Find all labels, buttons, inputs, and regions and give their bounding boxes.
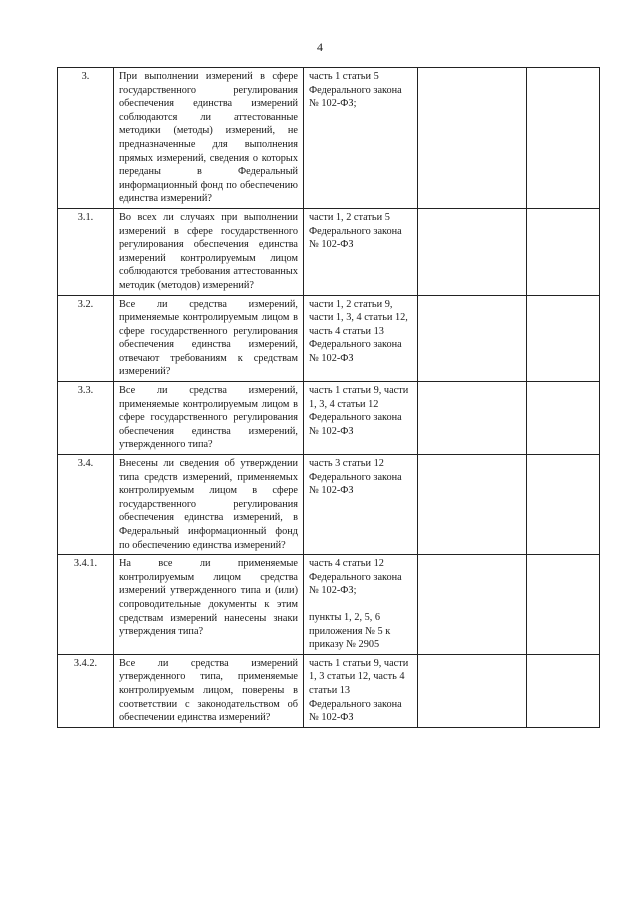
row-legal-reference <box>304 68 418 209</box>
row-number: 3.4. <box>58 455 114 555</box>
row-note-cell <box>527 654 600 727</box>
row-question <box>114 208 304 295</box>
question-text: Внесены ли сведения об утверждении типа средств измерений, применяемых контролируемым лицом в сфере государственного регулирования обеспечения единства измерений, в Федеральный информационный фонд по обеспечению единства измерений? <box>119 458 298 551</box>
table-row <box>58 208 600 295</box>
row-number: 3.4.2. <box>58 654 114 727</box>
reference-text: часть 1 статьи 9, части 1, 3, 4 статьи 12 Федерального закона № 102-ФЗ <box>309 385 409 437</box>
row-question <box>114 68 304 209</box>
reference-text: часть 3 статьи 12 Федерального закона № 102-ФЗ <box>309 458 402 497</box>
row-legal-reference <box>304 455 418 555</box>
question-text: Во всех ли случаях при выполнении измерений в сфере государственного регулирования обеспечения единства измерений контролируемым лицом соблюдаются требования аттестованных методик (методов) измерений? <box>119 211 298 291</box>
row-note-cell <box>527 68 600 209</box>
row-answer-cell <box>418 382 527 455</box>
row-question <box>114 654 304 727</box>
row-legal-reference <box>304 208 418 295</box>
page-number: 4 <box>317 40 323 54</box>
reference-text: часть 1 статьи 9, части 1, 3 статьи 12, часть 4 статьи 13 Федерального закона № 102-ФЗ <box>309 657 409 724</box>
reference-text: часть 4 статьи 12 Федерального закона № 102-ФЗ; <box>309 558 402 597</box>
row-note-cell <box>527 455 600 555</box>
row-number: 3. <box>58 68 114 209</box>
row-note-cell <box>527 208 600 295</box>
row-note-cell <box>527 295 600 382</box>
row-question <box>114 555 304 655</box>
row-answer-cell <box>418 208 527 295</box>
question-text: При выполнении измерений в сфере государственного регулирования обеспечения единства измерений соблюдаются ли аттестованные методики (методы) измерений, не предназначенные для выполнения прямых измерений, сведения о которых переданы в Федеральный информационный фонд по обеспечению единства измерений? <box>119 71 298 205</box>
row-question <box>114 455 304 555</box>
row-answer-cell <box>418 68 527 209</box>
row-legal-reference <box>304 555 418 655</box>
question-text: На все ли применяемые контролируемым лицом средства измерений утвержденного типа и (или) сопроводительные документы к этим средствам измерений нанесены знаки утверждения типа? <box>119 558 298 638</box>
row-question <box>114 382 304 455</box>
row-number: 3.2. <box>58 295 114 382</box>
reference-text: часть 1 статьи 5 Федерального закона № 102-ФЗ; <box>309 71 402 110</box>
reference-text: части 1, 2 статьи 5 Федерального закона № 102-ФЗ <box>309 211 402 251</box>
question-text: Все ли средства измерений утвержденного типа, применяемые контролируемым лицом, поверены в соответствии с законодательством об обеспечении единства измерений? <box>119 657 298 724</box>
reference-text: части 1, 2 статьи 9, части 1, 3, 4 статьи 12, часть 4 статьи 13 Федерального закона № 102-ФЗ <box>309 298 408 364</box>
question-text: Все ли средства измерений, применяемые контролируемым лицом в сфере государственного регулирования обеспечения единства измерений, утвержденного типа? <box>119 385 298 451</box>
question-text: Все ли средства измерений, применяемые контролируемым лицом в сфере государственного регулирования обеспечения единства измерений, отвечают требованиям к средствам измерений? <box>119 298 298 378</box>
table-row <box>58 68 600 209</box>
row-legal-reference <box>304 654 418 727</box>
row-answer-cell <box>418 555 527 655</box>
row-note-cell <box>527 382 600 455</box>
row-question <box>114 295 304 382</box>
reference-text: пункты 1, 2, 5, 6 приложения № 5 к приказу № 2905 <box>309 611 391 651</box>
row-answer-cell <box>418 654 527 727</box>
row-answer-cell <box>418 295 527 382</box>
row-answer-cell <box>418 455 527 555</box>
table-row <box>58 295 600 382</box>
row-number: 3.4.1. <box>58 555 114 655</box>
table-row <box>58 455 600 555</box>
row-legal-reference <box>304 382 418 455</box>
row-number: 3.1. <box>58 208 114 295</box>
table-row <box>58 654 600 727</box>
row-number: 3.3. <box>58 382 114 455</box>
requirements-table <box>57 67 600 728</box>
table-row <box>58 555 600 655</box>
row-note-cell <box>527 555 600 655</box>
table-row <box>58 382 600 455</box>
row-legal-reference <box>304 295 418 382</box>
